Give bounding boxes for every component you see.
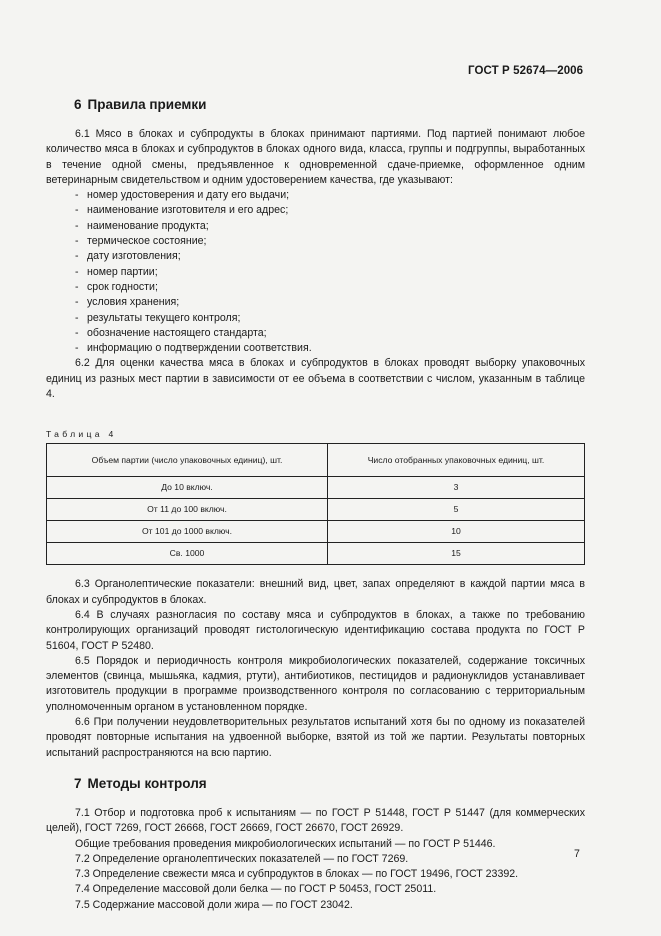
table-cell: От 11 до 100 включ.	[47, 499, 328, 521]
clause-7-2: 7.2 Определение органолептических показателей — по ГОСТ 7269.	[75, 852, 409, 865]
clause-6-5: 6.5 Порядок и периодичность контроля микробиологических показателей, содержание токсичных элементов (свинца, мышьяка, кадмия, ртути), антибиотиков, пестицидов и радионуклидов устанавливает изготовитель продукции в программе производственного контроля по согласованию с территориальным уполномоченным органом в установленном порядке.	[46, 654, 585, 713]
document-code: ГОСТ Р 52674—2006	[468, 65, 584, 77]
column-header-lot-size: Объем партии (число упаковочных единиц), шт.	[47, 444, 328, 477]
table-header-row	[47, 444, 585, 477]
list-item: - номер партии;	[75, 265, 585, 280]
page-content	[46, 96, 585, 913]
table-row	[47, 477, 585, 499]
batch-info-list	[46, 188, 585, 356]
clause-7-5: 7.5 Содержание массовой доли жира — по ГОСТ 23042.	[75, 898, 353, 911]
clause-7-4: 7.4 Определение массовой доли белка — по ГОСТ Р 50453, ГОСТ 25011.	[75, 883, 437, 896]
section-6-heading: Правила приемки	[87, 97, 207, 112]
table-cell: 5	[328, 499, 585, 521]
clause-7-1-note: Общие требования проведения микробиологических испытаний — по ГОСТ Р 51446.	[75, 837, 496, 850]
clause-6-4: 6.4 В случаях разногласия по составу мяса и субпродуктов в блоках, а также по требованию контролирующих организаций проводят гистологическую идентификацию состава продукта по ГОСТ Р 51604, ГОСТ Р 52480.	[46, 608, 585, 652]
clause-7-3: 7.3 Определение свежести мяса и субпродуктов в блоках — по ГОСТ 19496, ГОСТ 23392.	[75, 868, 519, 881]
table-row	[47, 521, 585, 543]
section-6-number: 6	[74, 97, 82, 112]
table-4-caption: Таблица 4	[46, 429, 117, 440]
list-item: - обозначение настоящего стандарта;	[75, 326, 585, 341]
list-item: - наименование изготовителя и его адрес;	[75, 203, 585, 218]
table-cell: 10	[328, 521, 585, 543]
clause-6-6: 6.6 При получении неудовлетворительных результатов испытаний хотя бы по одному из показателей проводят повторные испытания на удвоенной выборке, взятой из той же партии. Результаты повторных испытаний распространяются на всю партию.	[46, 716, 585, 759]
list-item: - срок годности;	[75, 280, 585, 295]
table-cell: 15	[328, 543, 585, 565]
section-7-heading: Методы контроля	[87, 775, 207, 791]
table-cell: 3	[328, 477, 585, 499]
table-cell: До 10 включ.	[47, 477, 328, 499]
spacer	[46, 761, 585, 775]
list-item: - условия хранения;	[75, 295, 585, 310]
section-7-title	[74, 775, 585, 793]
list-item: - дату изготовления;	[75, 249, 585, 264]
section-7-number: 7	[74, 775, 82, 791]
list-item: - номер удостоверения и дату его выдачи;	[75, 188, 585, 203]
column-header-sample-count: Число отобранных упаковочных единиц, шт.	[328, 444, 585, 477]
list-item: - наименование продукта;	[75, 219, 585, 234]
page-number: 7	[574, 848, 580, 860]
list-item: - термическое состояние;	[75, 234, 585, 249]
clause-6-1: 6.1 Мясо в блоках и субпродукты в блоках принимают партиями. Под партией понимают любое количество мяса в блоках и субпродуктов в блоках одного вида, класса, группы и подгруппы, выработанных в течение одной смены, предъявленное к одновременной сдаче-приемке, оформленное одним ветеринарным свидетельством и одним удостоверением качества, где указывают:	[46, 128, 585, 186]
table-4	[46, 443, 585, 565]
clause-6-3: 6.3 Органолептические показатели: внешний вид, цвет, запах определяют в каждой партии мяса в блоках и субпродуктов в блоках.	[46, 578, 585, 606]
table-row	[47, 543, 585, 565]
list-item: - информацию о подтверждении соответствия.	[75, 341, 585, 356]
section-6-title	[74, 96, 585, 114]
clause-7-1: 7.1 Отбор и подготовка проб к испытаниям — по ГОСТ Р 51448, ГОСТ Р 51447 (для коммерческих целей), ГОСТ 7269, ГОСТ 26668, ГОСТ 26669, ГОСТ 26670, ГОСТ 26929.	[46, 806, 585, 835]
clause-6-2: 6.2 Для оценки качества мяса в блоках и субпродуктов в блоках проводят выборку упаковочных единиц из разных мест партии в зависимости от ее объема в соответствии с числом, указанным в таблице 4.	[46, 357, 585, 401]
table-cell: От 101 до 1000 включ.	[47, 521, 328, 543]
table-row	[47, 499, 585, 521]
list-item: - результаты текущего контроля;	[75, 311, 585, 326]
table-cell: Св. 1000	[47, 543, 328, 565]
